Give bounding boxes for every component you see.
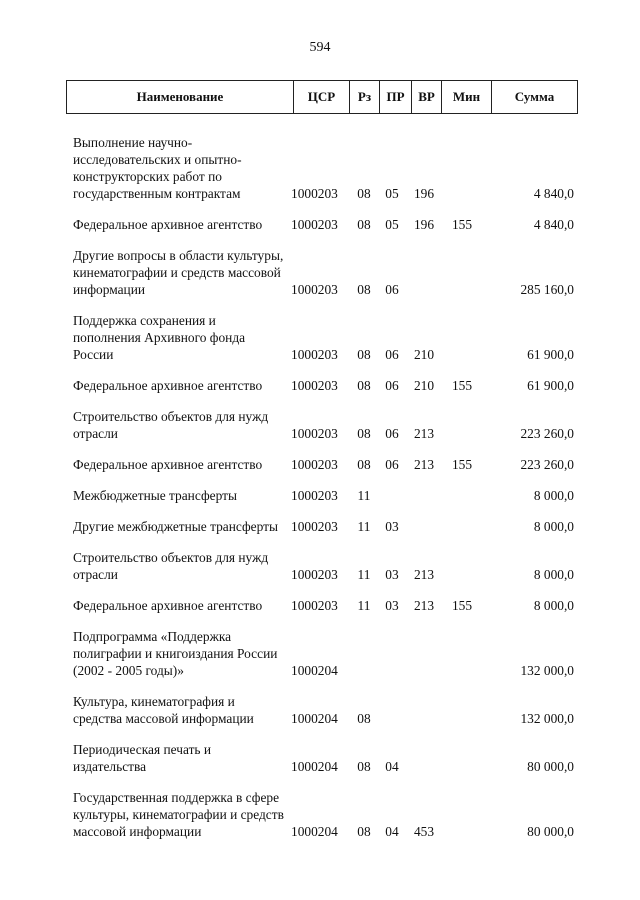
row-vr: 196 — [413, 217, 435, 232]
row-pr: 03 — [385, 519, 399, 534]
header-sum: Сумма — [491, 81, 577, 113]
row-name: Федеральное архивное агентство — [73, 217, 263, 232]
table-row — [0, 597, 640, 614]
row-pr: 04 — [385, 759, 399, 774]
row-csr: 1000203 — [291, 282, 338, 297]
page-number: 594 — [309, 40, 331, 55]
row-vr: 210 — [413, 378, 435, 393]
table-row — [0, 408, 640, 442]
row-csr: 1000203 — [291, 457, 338, 472]
row-sum: 80 000,0 — [527, 759, 574, 774]
row-rz: 08 — [357, 282, 371, 297]
table-row — [0, 518, 640, 535]
row-csr: 1000203 — [291, 519, 338, 534]
row-name: Строительство объектов для нужд отрасли — [73, 409, 269, 441]
row-sum: 223 260,0 — [520, 457, 574, 472]
row-name: Межбюджетные трансферты — [73, 488, 237, 503]
row-min: 155 — [451, 598, 473, 613]
header-csr: ЦСР — [293, 81, 349, 113]
row-sum: 4 840,0 — [533, 217, 574, 232]
row-rz: 08 — [357, 378, 371, 393]
row-pr: 06 — [385, 457, 399, 472]
row-sum: 8 000,0 — [533, 567, 574, 582]
row-name: Строительство объектов для нужд отрасли — [73, 550, 269, 582]
row-pr: 05 — [385, 217, 399, 232]
row-csr: 1000204 — [291, 824, 338, 839]
row-vr: 213 — [413, 567, 435, 582]
row-pr: 03 — [385, 598, 399, 613]
row-name: Выполнение научно-исследовательских и опытно-конструкторских работ по государственным контрактам — [73, 135, 242, 201]
row-vr: 196 — [413, 186, 435, 201]
row-pr: 06 — [385, 347, 399, 362]
row-name: Культура, кинематография и средства массовой информации — [73, 694, 254, 726]
row-sum: 4 840,0 — [533, 186, 574, 201]
row-sum: 61 900,0 — [527, 378, 574, 393]
table-row — [0, 377, 640, 394]
row-rz: 08 — [357, 711, 371, 726]
row-csr: 1000203 — [291, 217, 338, 232]
row-name: Периодическая печать и издательства — [73, 742, 212, 774]
table-row — [0, 312, 640, 363]
table-body — [0, 134, 640, 854]
table-row — [0, 789, 640, 840]
table-row — [0, 741, 640, 775]
row-name: Федеральное архивное агентство — [73, 598, 263, 613]
row-csr: 1000203 — [291, 488, 338, 503]
row-rz: 08 — [357, 217, 371, 232]
table-row — [0, 134, 640, 202]
row-name: Другие межбюджетные трансферты — [73, 519, 278, 534]
row-sum: 8 000,0 — [533, 598, 574, 613]
row-pr: 06 — [385, 426, 399, 441]
header-vr: ВР — [411, 81, 441, 113]
header-pr: ПР — [379, 81, 411, 113]
table-row — [0, 216, 640, 233]
row-rz: 08 — [357, 347, 371, 362]
row-csr: 1000203 — [291, 186, 338, 201]
row-csr: 1000203 — [291, 567, 338, 582]
row-pr: 05 — [385, 186, 399, 201]
row-vr: 213 — [413, 457, 435, 472]
row-min: 155 — [451, 378, 473, 393]
row-name: Федеральное архивное агентство — [73, 378, 263, 393]
row-sum: 8 000,0 — [533, 519, 574, 534]
row-csr: 1000204 — [291, 663, 338, 678]
row-rz: 11 — [357, 598, 371, 613]
row-rz: 08 — [357, 759, 371, 774]
row-name: Государственная поддержка в сфере культуры, кинематографии и средств массовой информации — [73, 790, 284, 839]
row-csr: 1000203 — [291, 598, 338, 613]
row-sum: 132 000,0 — [520, 663, 574, 678]
row-csr: 1000204 — [291, 759, 338, 774]
table-row — [0, 628, 640, 679]
table-row — [0, 247, 640, 298]
row-name: Подпрограмма «Поддержка полиграфии и книгоиздания России (2002 - 2005 годы)» — [73, 629, 278, 678]
row-rz: 11 — [357, 488, 371, 503]
row-min: 155 — [451, 457, 473, 472]
row-vr: 210 — [413, 347, 435, 362]
row-csr: 1000203 — [291, 347, 338, 362]
header-rz: Рз — [349, 81, 379, 113]
row-rz: 08 — [357, 457, 371, 472]
row-pr: 04 — [385, 824, 399, 839]
header-min: Мин — [441, 81, 491, 113]
row-rz: 08 — [357, 186, 371, 201]
row-rz: 08 — [357, 824, 371, 839]
row-csr: 1000203 — [291, 378, 338, 393]
table-header — [66, 80, 578, 114]
row-rz: 11 — [357, 567, 371, 582]
table-row — [0, 693, 640, 727]
row-pr: 03 — [385, 567, 399, 582]
row-sum: 61 900,0 — [527, 347, 574, 362]
row-name: Поддержка сохранения и пополнения Архивного фонда России — [73, 313, 246, 362]
header-name: Наименование — [136, 89, 224, 104]
row-vr: 453 — [413, 824, 435, 839]
table-row — [0, 487, 640, 504]
row-name: Федеральное архивное агентство — [73, 457, 263, 472]
table-row — [0, 456, 640, 473]
row-name: Другие вопросы в области культуры, кинематографии и средств массовой информации — [73, 248, 284, 297]
row-rz: 08 — [357, 426, 371, 441]
row-rz: 11 — [357, 519, 371, 534]
row-sum: 8 000,0 — [533, 488, 574, 503]
row-min: 155 — [451, 217, 473, 232]
table-row — [0, 549, 640, 583]
row-sum: 132 000,0 — [520, 711, 574, 726]
row-vr: 213 — [413, 598, 435, 613]
row-sum: 285 160,0 — [520, 282, 574, 297]
row-vr: 213 — [413, 426, 435, 441]
row-sum: 80 000,0 — [527, 824, 574, 839]
row-pr: 06 — [385, 282, 399, 297]
row-pr: 06 — [385, 378, 399, 393]
row-sum: 223 260,0 — [520, 426, 574, 441]
row-csr: 1000203 — [291, 426, 338, 441]
row-csr: 1000204 — [291, 711, 338, 726]
